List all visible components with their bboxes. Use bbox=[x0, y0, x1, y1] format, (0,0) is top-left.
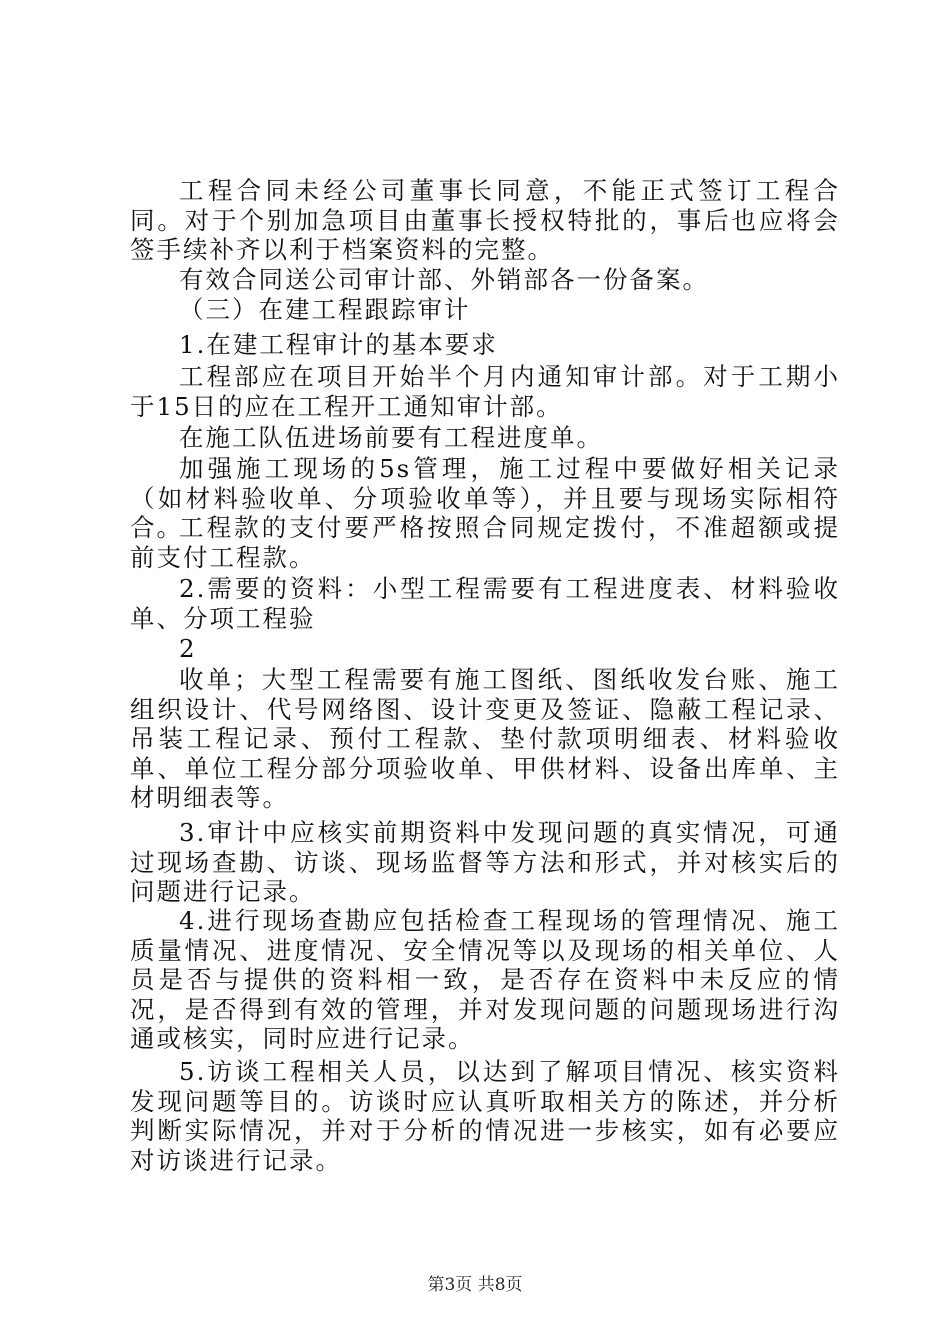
paragraph-large-project-materials: 收单；大型工程需要有施工图纸、图纸收发台账、施工组织设计、代号网络图、设计变更及签证、隐蔽工程记录、吊装工程记录、预付工程款、垫付款项明细表、材料验收单、单位工程分部分项验收单、甲供材料、设备出库单、主材明细表等。 bbox=[130, 665, 840, 812]
paragraph-required-materials: 2.需要的资料：小型工程需要有工程进度表、材料验收单、分项工程验 bbox=[130, 574, 840, 633]
paragraph-contract-filing: 有效合同送公司审计部、外销部各一份备案。 bbox=[179, 265, 709, 294]
inline-page-number: 2 bbox=[179, 634, 195, 663]
paragraph-payment: 工程款的支付要严格按照合同规定拨付，不准超额或提前支付工程款。 bbox=[130, 513, 840, 572]
subheading-basic-requirements: 1.在建工程审计的基本要求 bbox=[179, 330, 498, 359]
paragraph-interviews: 5.访谈工程相关人员，以达到了解项目情况、核实资料发现问题等目的。访谈时应认真听取相关方的陈述，并分析判断实际情况，并对于分析的情况进一步核实，如有必要应对访谈进行记录。 bbox=[130, 1057, 840, 1175]
paragraph-contract-approval: 工程合同未经公司董事长同意，不能正式签订工程合同。对于个别加急项目由董事长授权特批的，事后也应将会签手续补齐以利于档案资料的完整。 bbox=[130, 176, 840, 264]
page-footer: 第3页 共8页 bbox=[427, 1275, 523, 1295]
section-heading-audit: （三）在建工程跟踪审计 bbox=[179, 295, 471, 324]
paragraph-5s-management: 加强施工现场的5s管理，施工过程中要做好相关记录（如材料验收单、分项验收单等），并且要与现场实际相符合。 bbox=[130, 454, 840, 542]
paragraph-progress-sheet: 在施工队伍进场前要有工程进度单。 bbox=[179, 423, 603, 452]
paragraph-verify-issues: 3.审计中应核实前期资料中发现问题的真实情况，可通过现场查勘、访谈、现场监督等方法和形式，并对核实后的问题进行记录。 bbox=[130, 818, 840, 906]
paragraph-site-inspection: 4.进行现场查勘应包括检查工程现场的管理情况、施工质量情况、进度情况、安全情况等以及现场的相关单位、人员是否与提供的资料相一致，是否存在资料中未反应的情况，是否得到有效的管理，并对发现问题的问题现场进行沟通或核实，同时应进行记录。 bbox=[130, 906, 840, 1053]
paragraph-notify-audit: 工程部应在项目开始半个月内通知审计部。对于工期小于15日的应在工程开工通知审计部。 bbox=[130, 362, 840, 421]
